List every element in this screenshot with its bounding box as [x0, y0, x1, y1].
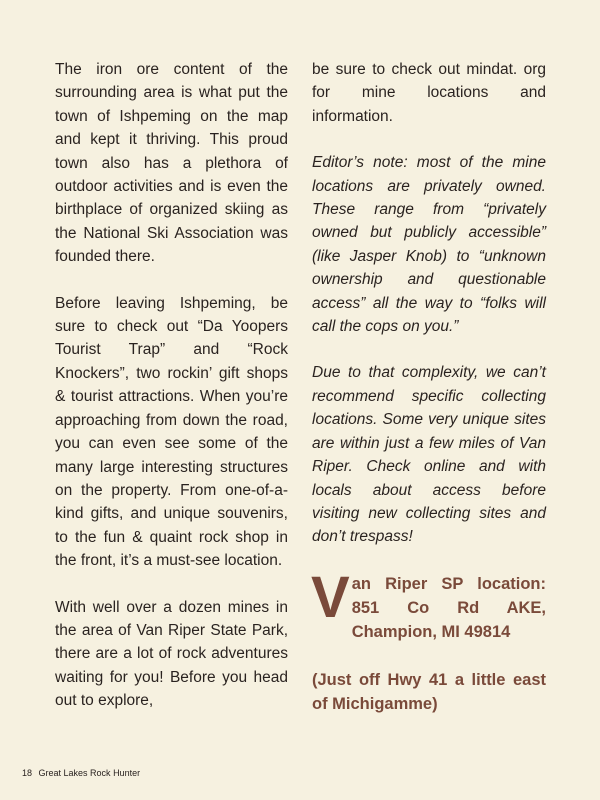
location-title: an Riper SP location:: [351, 574, 546, 593]
complexity-paragraph: Due to that complexity, we can’t recommend specific collecting locations. Some very unique sites are within just a few miles of Van Riper. Check online and with locals about access before visiting new collecting sites and don’t trespass!: [312, 364, 546, 546]
left-column: [55, 58, 288, 736]
location-directions: (Just off Hwy 41 a little east of Michigamme): [312, 670, 546, 713]
mines-paragraph: With well over a dozen mines in the area of Van Riper State Park, there are a lot of rock adventures waiting for you! Before you head out to explore,: [55, 598, 288, 710]
location-box: [311, 564, 546, 716]
mindat-paragraph: be sure to check out mindat. org for mine locations and information.: [312, 61, 546, 125]
page-number: 18: [22, 768, 33, 778]
publication-name: Great Lakes Rock Hunter: [38, 768, 141, 778]
location-dropcap: V: [311, 564, 350, 630]
page-footer: [22, 768, 140, 778]
location-street: 851 Co Rd AKE,: [351, 598, 546, 617]
location-city: Champion, MI 49814: [351, 622, 511, 641]
gift-shops-paragraph: Before leaving Ishpeming, be sure to check out “Da Yoopers Tourist Trap” and “Rock Knockers”, two rockin’ gift shops & tourist attractions. When you’re approaching from down the road, you can even see some of the many large interesting structures on the property. From one-of-a-kind gifts, and unique souvenirs, to the fun & quaint rock shop in the front, it’s a must-see location.: [55, 294, 288, 570]
editor-note-paragraph: Editor’s note: most of the mine locations are privately owned. These range from “privately owned but publicly accessible” (like Jasper Knob) to “unknown ownership and questionable access” all the way to “folks will call the cops on you.”: [312, 154, 546, 336]
ishpeming-history-paragraph: The iron ore content of the surrounding area is what put the town of Ishpeming on the map and kept it thriving. This proud town also has a plethora of outdoor activities and is even the birthplace of organized skiing as the National Ski Association was founded there.: [55, 61, 288, 266]
right-column: [312, 58, 546, 716]
